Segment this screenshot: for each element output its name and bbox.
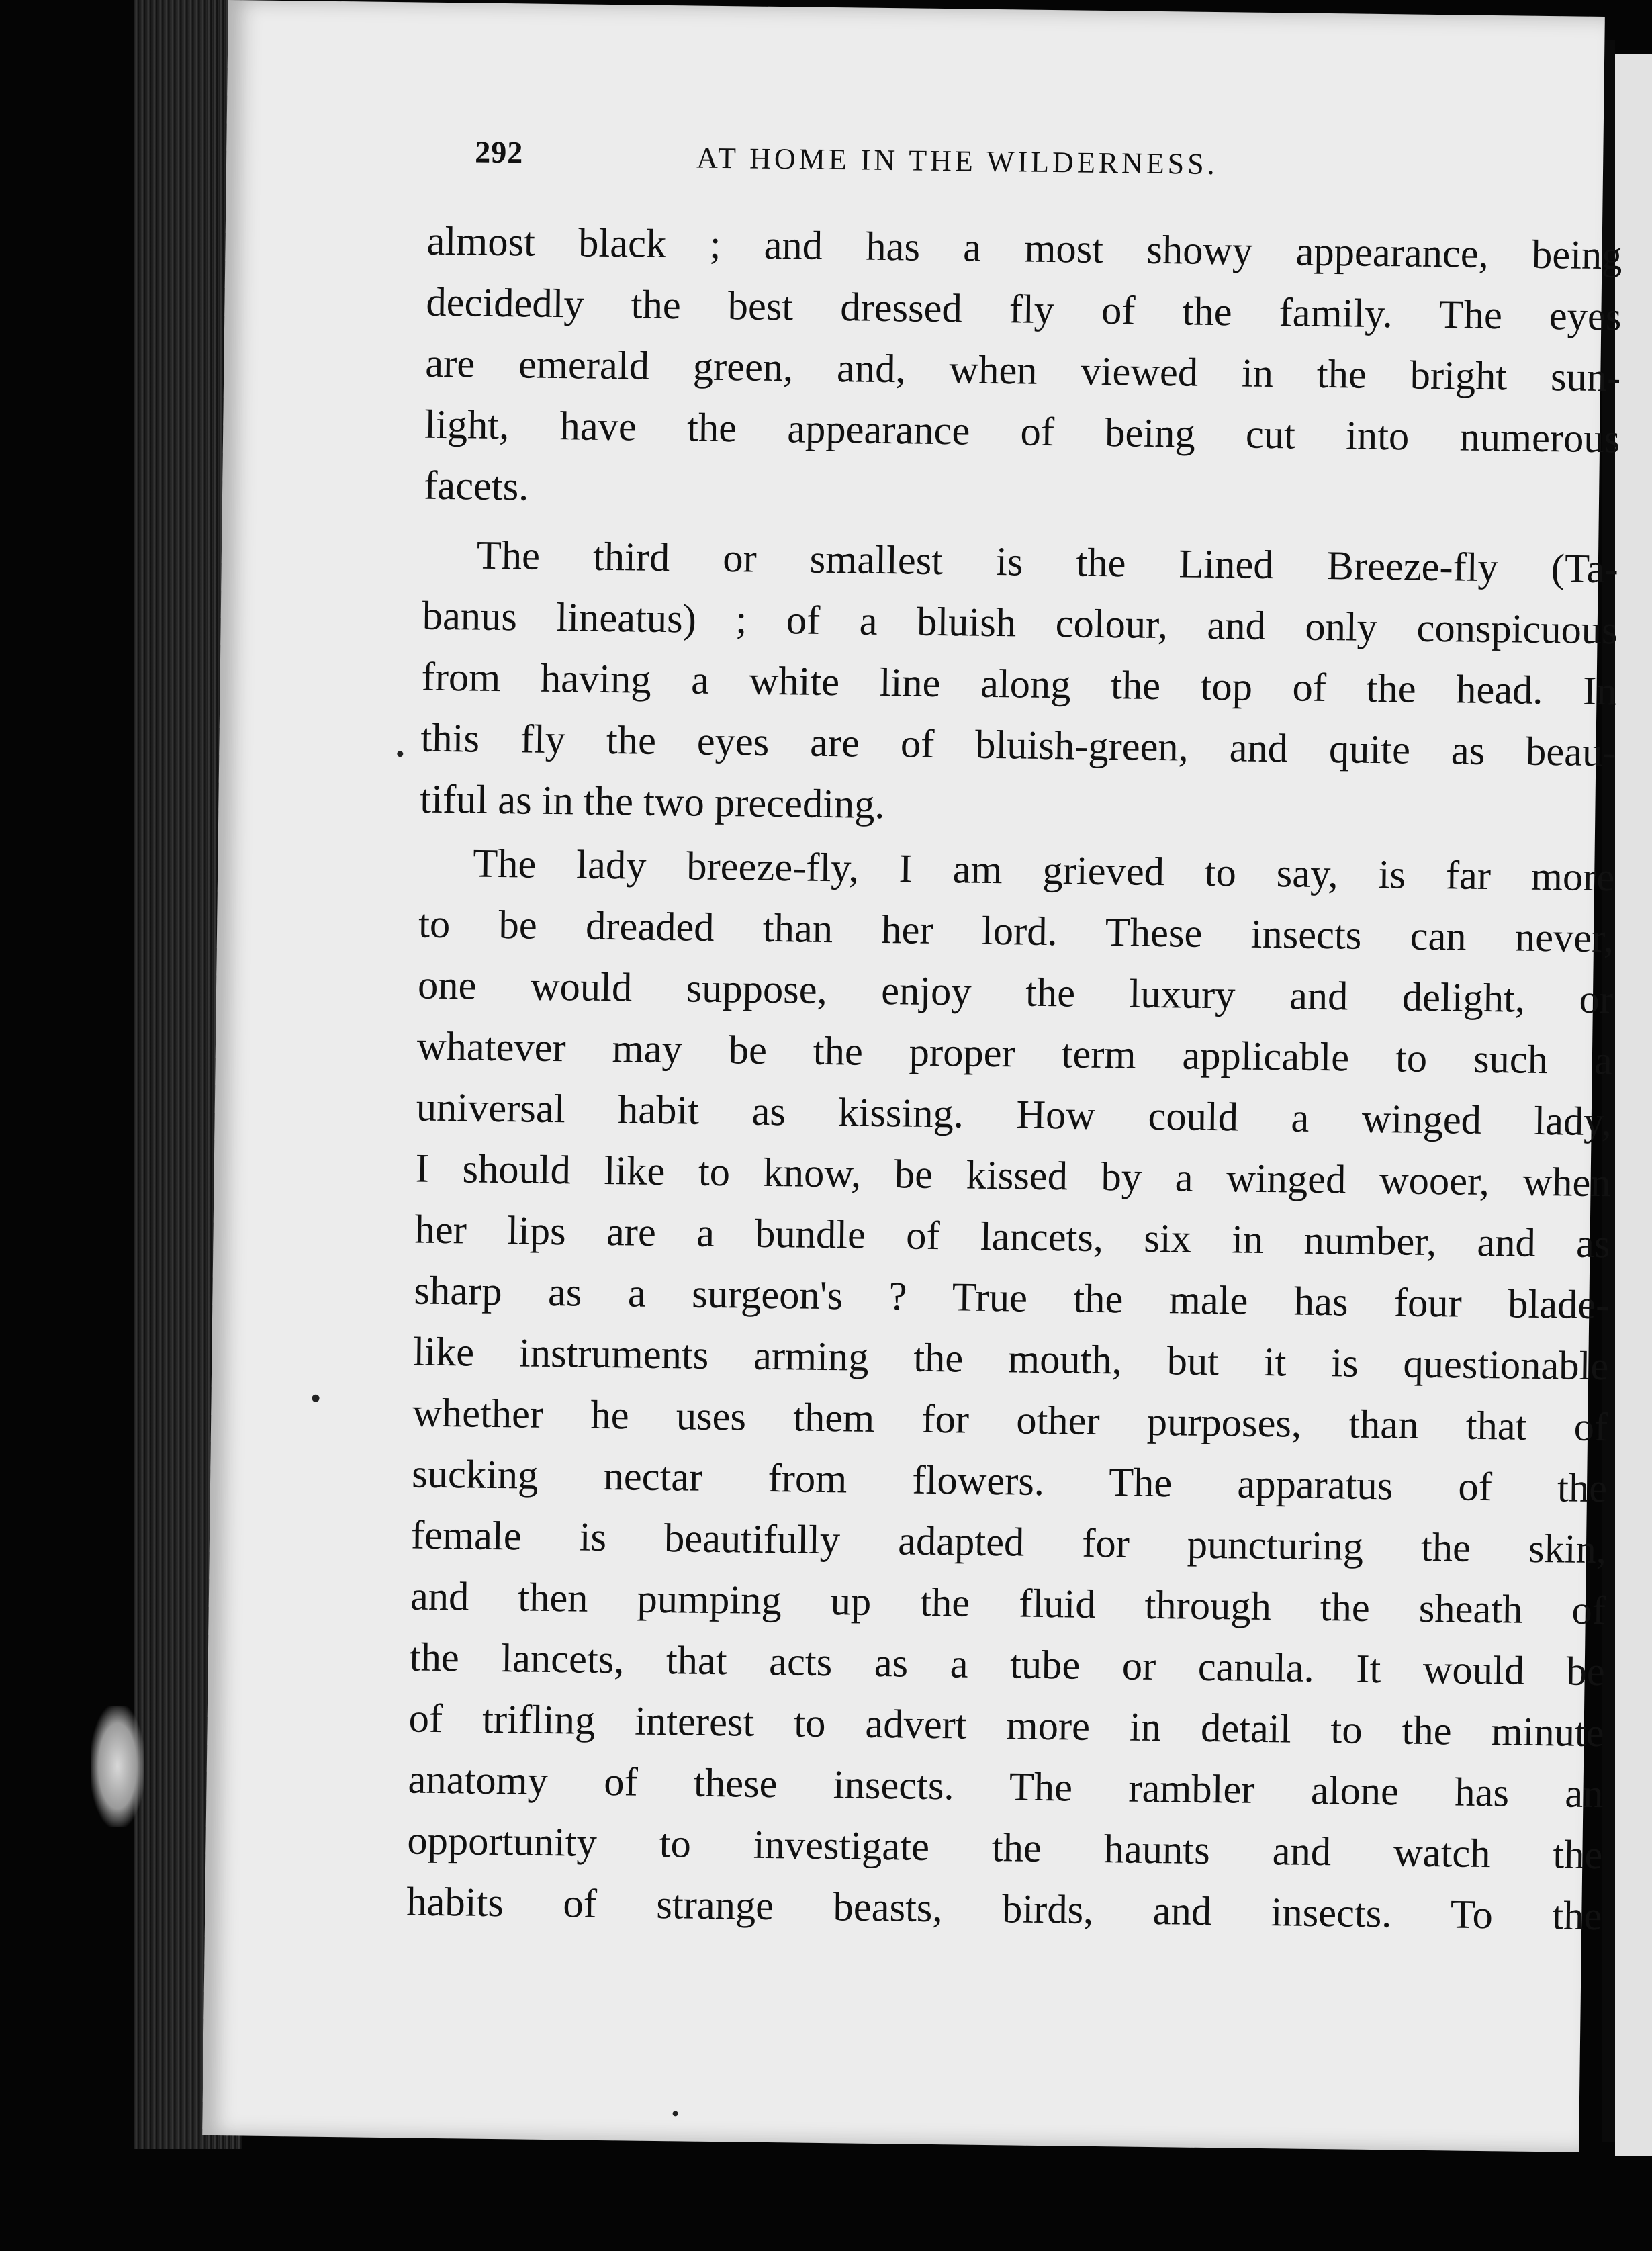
ink-speck: [673, 2111, 678, 2116]
text-line: whatever may be the proper term applicable to such a: [416, 1023, 1613, 1084]
text-line: like instruments arming the mouth, but it is questionable: [413, 1329, 1609, 1389]
text-line: to be dreaded than her lord. These insects can never,: [418, 901, 1614, 962]
text-line: the lancets, that acts as a tube or canula. It would be: [409, 1635, 1606, 1695]
paragraph: [424, 211, 1622, 531]
text-line: of trifling interest to advert more in detail to the minute: [408, 1696, 1605, 1756]
page-body-text: [406, 211, 1622, 1947]
book-page: [202, 0, 1622, 2152]
text-line: banus lineatus) ; of a bluish colour, and only conspicuous: [422, 593, 1618, 653]
text-line: female is beautifully adapted for puncturing the skin,: [410, 1512, 1607, 1573]
text-line: anatomy of these insects. The rambler alone has an: [408, 1757, 1604, 1817]
text-line: decidedly the best dressed fly of the family. The eyes: [426, 279, 1622, 340]
text-line: light, have the appearance of being cut into numerous: [424, 402, 1620, 462]
print-specks: [228, 0, 1605, 17]
ink-speck: [312, 1395, 320, 1402]
text-line: one would suppose, enjoy the luxury and delight, or: [417, 962, 1614, 1023]
text-line: I should like to know, be kissed by a winged wooer, when: [415, 1146, 1612, 1206]
text-line: facets.: [423, 463, 529, 510]
text-line: sucking nectar from flowers. The apparatus of the: [411, 1451, 1608, 1512]
page-edge-stain: [91, 1706, 144, 1827]
paragraph: [406, 833, 1615, 1947]
text-line: this fly the eyes are of bluish-green, and quite as beau-: [420, 715, 1616, 776]
page-header: [475, 134, 1523, 194]
ink-speck: [397, 751, 403, 757]
text-line: The third or smallest is the Lined Breeze-fly (Ta-: [476, 533, 1619, 592]
text-line: sharp as a surgeon's ? True the male has four blade-: [414, 1268, 1610, 1328]
text-line: opportunity to investigate the haunts and watch the: [407, 1818, 1603, 1878]
text-line: tiful as in the two preceding.: [420, 776, 886, 828]
text-line: her lips are a bundle of lancets, six in number, and as: [414, 1207, 1610, 1267]
running-head: AT HOME IN THE WILDERNESS.: [696, 141, 1218, 181]
text-line: habits of strange beasts, birds, and insects. To the: [406, 1879, 1602, 1939]
text-line: almost black ; and has a most showy appearance, being: [426, 218, 1622, 279]
page-number: 292: [474, 134, 524, 170]
paragraph: [420, 524, 1618, 845]
text-line: The lady breeze-fly, I am grieved to say, is far more: [472, 841, 1615, 901]
text-line: from having a white line along the top of the head. In: [421, 654, 1617, 715]
text-line: are emerald green, and, when viewed in the bright sun-: [425, 340, 1621, 401]
text-line: universal habit as kissing. How could a winged lady,: [416, 1085, 1612, 1145]
text-line: whether he uses them for other purposes, than that of: [412, 1390, 1608, 1451]
text-line: and then pumping up the fluid through the sheath of: [410, 1573, 1606, 1634]
